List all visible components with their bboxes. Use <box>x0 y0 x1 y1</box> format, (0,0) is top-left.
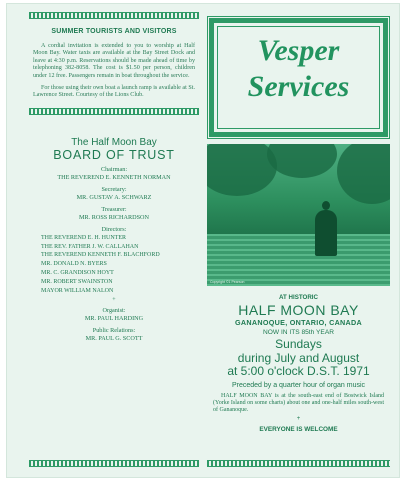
public-relations-name: MR. PAUL G. SCOTT <box>85 335 143 343</box>
secretary-label: Secretary: <box>101 185 127 193</box>
vesper-title-box <box>207 16 390 139</box>
director-item: MR. C. GRANDISON HOYT <box>41 270 114 277</box>
board-title: BOARD OF TRUST <box>53 147 175 162</box>
organist-name: MR. PAUL HARDING <box>84 315 144 323</box>
left-panel <box>29 12 199 467</box>
location-description: HALF MOON BAY is at the south-east end of Bostwick Island (Yorke Island on some charts) about one and one-half miles south-west of Gananoque. <box>213 392 384 413</box>
directors-list <box>29 234 199 296</box>
chairman-label: Chairman: <box>100 165 128 173</box>
directors-label: Directors: <box>101 225 127 233</box>
title-vesper: Vesper <box>257 34 340 67</box>
time-text: at 5:00 o'clock D.S.T. 1971 <box>227 364 370 378</box>
summer-tourists-heading: SUMMER TOURISTS AND VISITORS <box>51 28 177 35</box>
photo-credit: Copyright ©1 Pearson <box>210 280 245 284</box>
right-panel <box>207 12 390 467</box>
director-item: MAYOR WILLIAM NALON <box>41 287 114 294</box>
photo-water <box>207 234 390 286</box>
bottom-border-left <box>29 460 199 467</box>
location-text: GANANOQUE, ONTARIO, CANADA <box>234 318 363 327</box>
separator-plus: + <box>296 415 301 422</box>
treasurer-name: MR. ROSS RICHARDSON <box>79 213 149 221</box>
secretary-name: MR. GUSTAV A. SCHWARZ <box>76 193 152 201</box>
director-item: THE REVEREND E. H. HUNTER <box>41 234 126 241</box>
divider-border <box>29 108 199 115</box>
board-org-name: The Half Moon Bay <box>71 136 157 148</box>
chairman-name: THE REVEREND E. KENNETH NORMAN <box>57 173 171 181</box>
organist-label: Organist: <box>102 307 126 315</box>
director-item: THE REVEREND KENNETH F. BLACHFORD <box>41 252 160 259</box>
bay-photograph <box>207 144 390 286</box>
treasurer-label: Treasurer: <box>101 205 127 213</box>
separator-plus: + <box>112 297 116 304</box>
half-moon-bay-heading: HALF MOON BAY <box>238 302 359 318</box>
organ-music-text: Preceded by a quarter hour of organ music <box>231 381 366 389</box>
director-item: MR. DONALD N. BYERS <box>41 261 107 268</box>
top-border-left <box>29 12 199 19</box>
photo-foliage <box>337 144 390 204</box>
title-services: Services <box>247 70 350 103</box>
photo-foliage <box>267 144 337 178</box>
sundays-text: Sundays <box>275 337 322 351</box>
at-historic-text: AT HISTORIC <box>279 294 318 301</box>
anniversary-text: NOW IN ITS 85th YEAR <box>263 329 334 336</box>
launch-ramp-paragraph: For those using their own boat a launch ramp is available at St. Lawrence Street. Courtesy of the Lions Club. <box>33 85 195 99</box>
director-item: THE REV. FATHER J. W. CALLAHAN <box>41 243 139 250</box>
months-text: during July and August <box>237 350 360 365</box>
service-info <box>207 294 390 433</box>
bottom-border-right <box>207 460 390 467</box>
photo-minister-figure <box>315 210 337 256</box>
brochure-sheet <box>7 4 399 477</box>
welcome-text: EVERYONE IS WELCOME <box>259 425 338 433</box>
invitation-paragraph: A cordial invitation is extended to you to worship at Half Moon Bay. Water taxis are available at the Bay Street Dock and leave at 4:30 p.m. Reservations should be made ahead of time by telephoning 382-8058. The cost is $1.50 per person, children under 12 free. Passengers remain in boat throughout the service. <box>33 43 195 79</box>
public-relations-label: Public Relations: <box>92 327 136 335</box>
vesper-title-inner-frame <box>217 26 380 129</box>
board-section <box>29 137 199 344</box>
director-item: MR. ROBERT SWAINSTON <box>41 278 113 285</box>
